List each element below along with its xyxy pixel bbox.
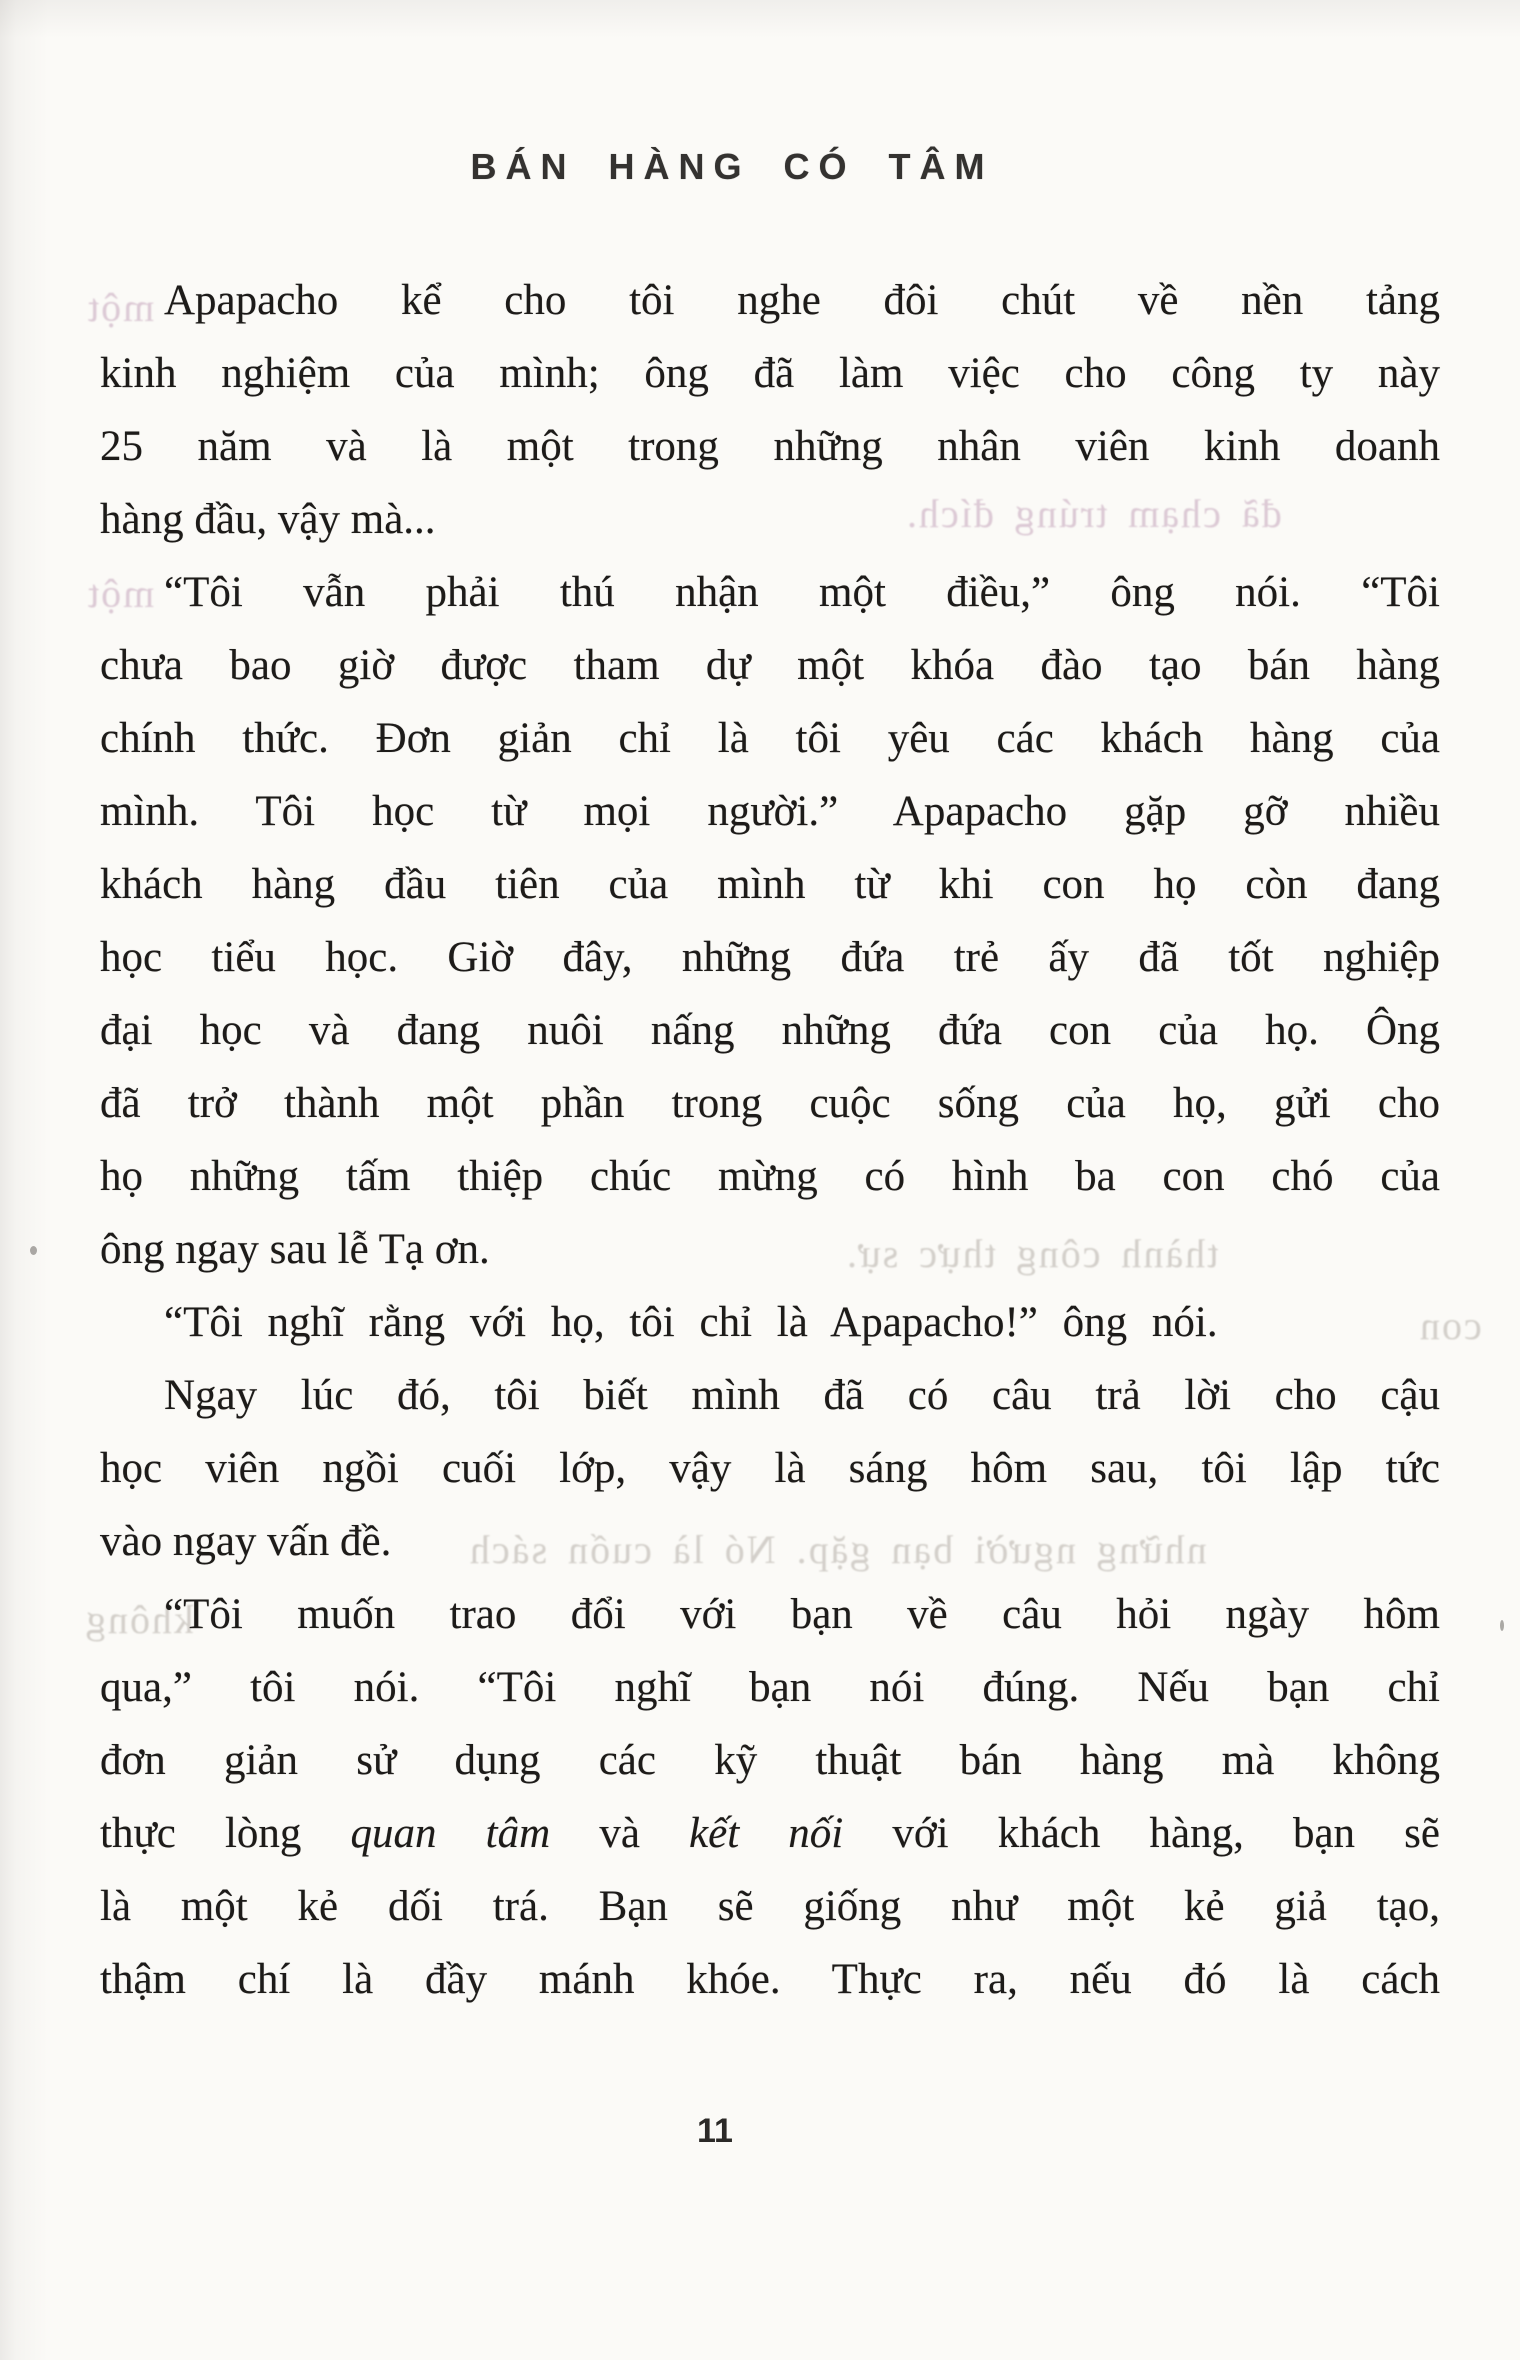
text-line bbox=[100, 1067, 1440, 1140]
text-segment: qua,” tôi nói. “Tôi nghĩ bạn nói đúng. Nếu bạn chỉ bbox=[100, 1664, 1440, 1711]
text-segment: học tiểu học. Giờ đây, những đứa trẻ ấy đã tốt nghiệp bbox=[100, 934, 1440, 981]
bleed-through-text: đã chạm trúng đích. bbox=[905, 491, 1282, 536]
text-line bbox=[100, 1432, 1440, 1505]
text-line bbox=[100, 1943, 1440, 2016]
text-line bbox=[100, 1651, 1440, 1724]
text-line bbox=[100, 1870, 1440, 1943]
text-segment: Apapacho kể cho tôi nghe đôi chút về nền tảng bbox=[164, 277, 1440, 324]
text-segment: 25 năm và là một trong những nhân viên kinh doanh bbox=[100, 423, 1440, 470]
text-segment: với khách hàng, bạn sẽ bbox=[843, 1810, 1440, 1857]
text-line bbox=[100, 1578, 1440, 1651]
text-segment: Ngay lúc đó, tôi biết mình đã có câu trả lời cho cậu bbox=[164, 1372, 1440, 1419]
text-segment: mình. Tôi học từ mọi người.” Apapacho gặp gỡ nhiều bbox=[100, 788, 1440, 835]
text-line bbox=[100, 1286, 1440, 1359]
text-line bbox=[100, 337, 1440, 410]
text-segment: ông ngay sau lễ Tạ ơn. bbox=[100, 1226, 490, 1273]
emphasized-text: quan tâm bbox=[350, 1810, 551, 1857]
text-segment: và bbox=[550, 1810, 690, 1857]
text-segment: thực lòng bbox=[100, 1810, 351, 1857]
text-line bbox=[100, 848, 1440, 921]
page-number: 11 bbox=[697, 2112, 733, 2150]
body-text bbox=[100, 264, 1440, 2016]
text-line bbox=[100, 775, 1440, 848]
text-segment: đại học và đang nuôi nấng những đứa con của họ. Ông bbox=[100, 1007, 1440, 1054]
text-segment: hàng đầu, vậy mà... bbox=[100, 496, 436, 543]
text-line bbox=[100, 702, 1440, 775]
text-line bbox=[100, 1724, 1440, 1797]
text-segment: đơn giản sử dụng các kỹ thuật bán hàng mà không bbox=[100, 1737, 1440, 1784]
text-line bbox=[100, 1213, 1440, 1286]
text-line bbox=[100, 1140, 1440, 1213]
text-segment: khách hàng đầu tiên của mình từ khi con họ còn đang bbox=[100, 861, 1440, 908]
text-line bbox=[100, 1505, 1440, 1578]
text-line bbox=[100, 483, 1440, 556]
text-segment: chính thức. Đơn giản chỉ là tôi yêu các khách hàng của bbox=[100, 715, 1440, 762]
bleed-through-text: con bbox=[1418, 1303, 1482, 1348]
text-segment: họ những tấm thiệp chúc mừng có hình ba con chó của bbox=[100, 1153, 1440, 1200]
bleed-through-text: thành công thực sự. bbox=[845, 1231, 1219, 1276]
text-segment: “Tôi vẫn phải thú nhận một điều,” ông nói. “Tôi bbox=[164, 569, 1440, 616]
text-line bbox=[100, 1359, 1440, 1432]
text-segment: thậm chí là đầy mánh khóe. Thực ra, nếu đó là cách bbox=[100, 1956, 1440, 2003]
text-segment: kinh nghiệm của mình; ông đã làm việc cho công ty này bbox=[100, 350, 1440, 397]
text-line bbox=[100, 1797, 1440, 1870]
text-segment: đã trở thành một phần trong cuộc sống của họ, gửi cho bbox=[100, 1080, 1440, 1127]
text-line bbox=[100, 629, 1440, 702]
emphasized-text: kết nối bbox=[689, 1810, 844, 1857]
text-segment: học viên ngồi cuối lớp, vậy là sáng hôm sau, tôi lập tức bbox=[100, 1445, 1440, 1492]
bleed-through-text: một bbox=[86, 571, 155, 616]
text-line bbox=[100, 921, 1440, 994]
bleed-through-text: những người bạn gặp. Nó là cuốn sách bbox=[468, 1527, 1207, 1572]
text-line bbox=[100, 556, 1440, 629]
bleed-through-text: không bbox=[84, 1597, 194, 1642]
text-line bbox=[100, 994, 1440, 1067]
text-segment: “Tôi muốn trao đổi với bạn về câu hỏi ngày hôm bbox=[164, 1591, 1440, 1638]
text-line bbox=[100, 410, 1440, 483]
text-segment: là một kẻ dối trá. Bạn sẽ giống như một kẻ giả tạo, bbox=[100, 1883, 1440, 1930]
bleed-through-text: một bbox=[86, 285, 155, 330]
text-line bbox=[100, 264, 1440, 337]
text-segment: vào ngay vấn đề. bbox=[100, 1518, 392, 1565]
text-segment: chưa bao giờ được tham dự một khóa đào tạo bán hàng bbox=[100, 642, 1440, 689]
running-head-title: BÁN HÀNG CÓ TÂM bbox=[470, 146, 994, 187]
text-segment: “Tôi nghĩ rằng với họ, tôi chỉ là Apapacho!” ông nói. bbox=[164, 1299, 1218, 1346]
